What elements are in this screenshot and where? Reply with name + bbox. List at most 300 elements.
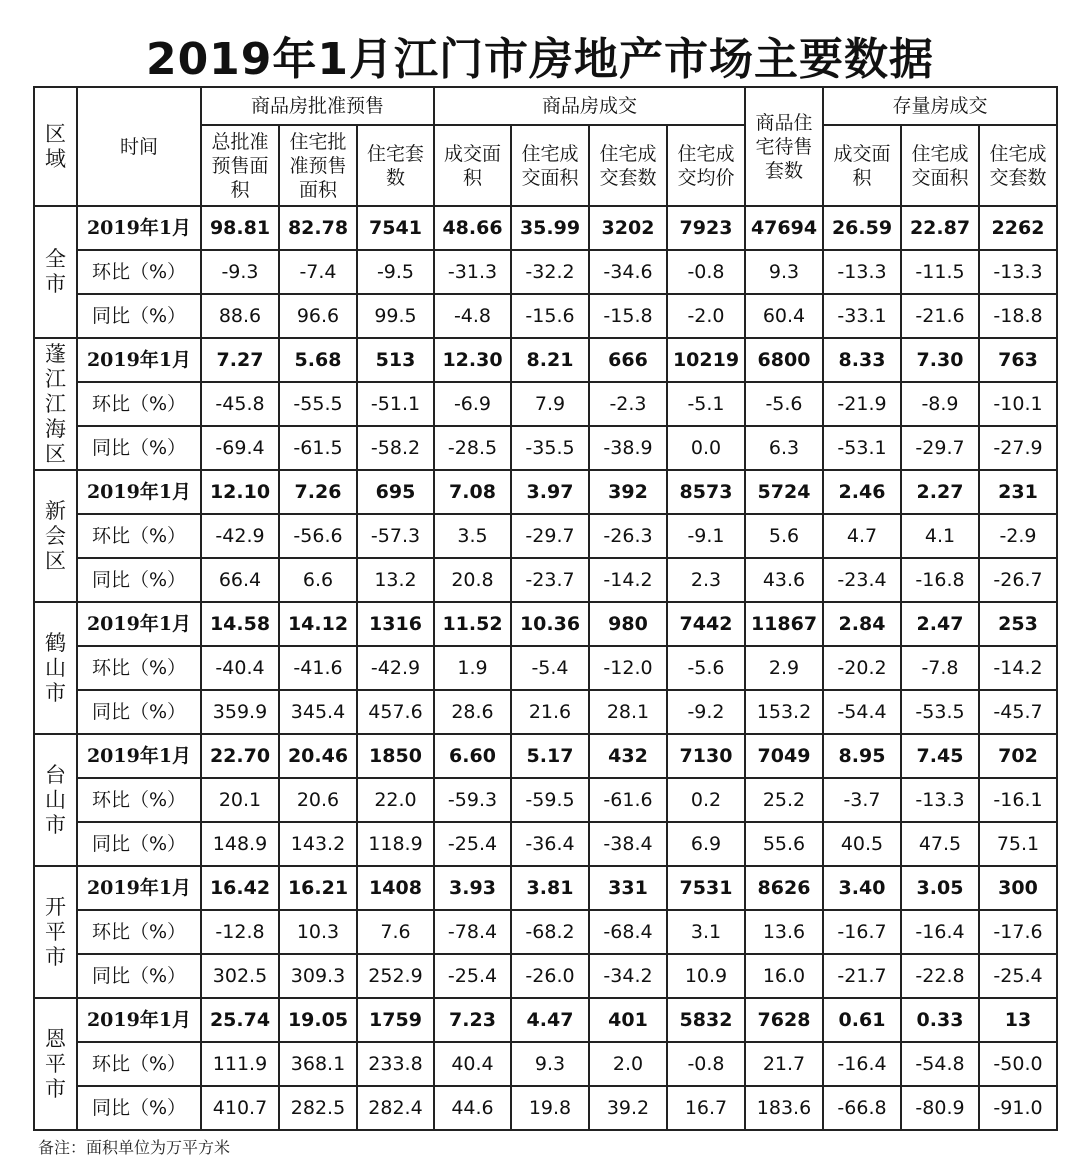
data-cell: -50.0 [979,1042,1057,1086]
data-cell: 7923 [667,206,745,250]
data-cell: -0.8 [667,250,745,294]
data-cell: 763 [979,338,1057,382]
header-col-0: 总批准预售面积 [201,125,279,206]
data-cell: 22.70 [201,734,279,778]
data-cell: 5.17 [511,734,589,778]
region-cell: 鹤山市 [34,602,77,734]
data-cell: 40.4 [434,1042,511,1086]
data-cell: 695 [357,470,434,514]
data-cell: -14.2 [589,558,667,602]
data-cell: -15.6 [511,294,589,338]
row-label: 同比（%） [77,558,201,602]
data-cell: -59.5 [511,778,589,822]
table-row [34,778,1057,822]
data-cell: -26.0 [511,954,589,998]
row-label: 同比（%） [77,822,201,866]
data-cell: -21.7 [823,954,901,998]
data-cell: -11.5 [901,250,979,294]
data-cell: -27.9 [979,426,1057,470]
data-cell: 0.0 [667,426,745,470]
table-row [34,998,1057,1042]
table-row [34,646,1057,690]
table-row [34,954,1057,998]
table-row [34,294,1057,338]
data-cell: 47.5 [901,822,979,866]
data-cell: 20.6 [279,778,357,822]
header-col-7: 成交面积 [823,125,901,206]
data-cell: -54.4 [823,690,901,734]
table-row [34,822,1057,866]
data-cell: -61.6 [589,778,667,822]
data-cell: 7.08 [434,470,511,514]
data-cell: 2.9 [745,646,823,690]
data-cell: -34.2 [589,954,667,998]
data-cell: 1759 [357,998,434,1042]
data-cell: -34.6 [589,250,667,294]
table-row [34,866,1057,910]
data-cell: 19.8 [511,1086,589,1130]
data-cell: 401 [589,998,667,1042]
data-cell: -10.1 [979,382,1057,426]
data-cell: 7442 [667,602,745,646]
table-row [34,602,1057,646]
data-cell: 4.47 [511,998,589,1042]
data-cell: -35.5 [511,426,589,470]
data-cell: 75.1 [979,822,1057,866]
header-col-4: 住宅成交面积 [511,125,589,206]
data-cell: -69.4 [201,426,279,470]
row-label: 环比（%） [77,646,201,690]
data-cell: -5.1 [667,382,745,426]
data-cell: 35.99 [511,206,589,250]
data-cell: 7.23 [434,998,511,1042]
data-cell: 6800 [745,338,823,382]
data-cell: 3.05 [901,866,979,910]
data-cell: 48.66 [434,206,511,250]
header-col-8: 住宅成交面积 [901,125,979,206]
data-cell: 300 [979,866,1057,910]
data-cell: 309.3 [279,954,357,998]
data-cell: 148.9 [201,822,279,866]
data-cell: 7.6 [357,910,434,954]
data-cell: 143.2 [279,822,357,866]
header-region: 区域 [34,87,77,206]
data-cell: -6.9 [434,382,511,426]
data-cell: -2.9 [979,514,1057,558]
header-group-stock: 存量房成交 [823,87,1057,125]
data-cell: -20.2 [823,646,901,690]
data-cell: 14.12 [279,602,357,646]
data-cell: 13 [979,998,1057,1042]
data-cell: 2262 [979,206,1057,250]
data-cell: -12.0 [589,646,667,690]
data-cell: -32.2 [511,250,589,294]
data-cell: -16.4 [823,1042,901,1086]
data-cell: -57.3 [357,514,434,558]
table-row [34,1042,1057,1086]
data-cell: 8.95 [823,734,901,778]
data-cell: -16.4 [901,910,979,954]
row-label: 环比（%） [77,1042,201,1086]
row-label: 同比（%） [77,294,201,338]
data-cell: -16.7 [823,910,901,954]
data-cell: -17.6 [979,910,1057,954]
data-cell: 21.7 [745,1042,823,1086]
data-cell: -53.5 [901,690,979,734]
header-col-3: 成交面积 [434,125,511,206]
header-col-6: 住宅成交均价 [667,125,745,206]
data-cell: 3.93 [434,866,511,910]
data-cell: 0.61 [823,998,901,1042]
data-cell: -53.1 [823,426,901,470]
data-cell: 282.4 [357,1086,434,1130]
row-label: 2019年1月 [77,470,201,514]
header-col-9: 住宅成交套数 [979,125,1057,206]
table-row [34,514,1057,558]
data-cell: 368.1 [279,1042,357,1086]
row-label: 环比（%） [77,778,201,822]
region-cell: 台山市 [34,734,77,866]
data-cell: 7531 [667,866,745,910]
data-cell: -42.9 [201,514,279,558]
data-cell: -33.1 [823,294,901,338]
data-cell: 10.9 [667,954,745,998]
table-row [34,910,1057,954]
data-cell: 82.78 [279,206,357,250]
region-cell: 新会区 [34,470,77,602]
data-cell: -9.5 [357,250,434,294]
data-cell: 2.27 [901,470,979,514]
data-cell: -9.1 [667,514,745,558]
footnote: 备注：面积单位为万平方米 [38,1138,231,1157]
data-cell: 3.40 [823,866,901,910]
data-cell: 55.6 [745,822,823,866]
data-cell: -61.5 [279,426,357,470]
data-cell: 8626 [745,866,823,910]
data-cell: 40.5 [823,822,901,866]
data-cell: 44.6 [434,1086,511,1130]
data-cell: 6.60 [434,734,511,778]
data-cell: -38.4 [589,822,667,866]
data-cell: 98.81 [201,206,279,250]
page-title: 2019年1月江门市房地产市场主要数据 [145,34,935,85]
data-cell: -13.3 [823,250,901,294]
data-cell: -59.3 [434,778,511,822]
data-cell: -78.4 [434,910,511,954]
data-cell: 302.5 [201,954,279,998]
row-label: 2019年1月 [77,338,201,382]
data-cell: -28.5 [434,426,511,470]
data-cell: -5.4 [511,646,589,690]
row-label: 2019年1月 [77,998,201,1042]
data-table [33,86,1058,1131]
data-cell: -2.0 [667,294,745,338]
data-cell: -3.7 [823,778,901,822]
data-cell: 7.9 [511,382,589,426]
row-label: 同比（%） [77,690,201,734]
data-cell: 99.5 [357,294,434,338]
table-row [34,734,1057,778]
row-label: 环比（%） [77,250,201,294]
data-cell: 12.30 [434,338,511,382]
data-cell: 1.9 [434,646,511,690]
data-cell: -56.6 [279,514,357,558]
data-cell: 3.81 [511,866,589,910]
data-cell: 21.6 [511,690,589,734]
data-cell: 5.6 [745,514,823,558]
data-cell: 25.2 [745,778,823,822]
data-cell: 25.74 [201,998,279,1042]
data-cell: 12.10 [201,470,279,514]
data-cell: 0.33 [901,998,979,1042]
data-cell: 183.6 [745,1086,823,1130]
table-row [34,206,1057,250]
region-cell: 恩平市 [34,998,77,1130]
data-cell: 6.3 [745,426,823,470]
data-cell: 14.58 [201,602,279,646]
data-cell: 702 [979,734,1057,778]
data-cell: -5.6 [745,382,823,426]
data-cell: -26.3 [589,514,667,558]
data-cell: -13.3 [901,778,979,822]
header-row-1 [34,87,1057,125]
data-cell: -25.4 [434,822,511,866]
data-cell: -7.8 [901,646,979,690]
data-cell: -36.4 [511,822,589,866]
header-group-presale: 商品房批准预售 [201,87,434,125]
data-cell: 513 [357,338,434,382]
table-row [34,558,1057,602]
data-cell: 666 [589,338,667,382]
data-cell: 8573 [667,470,745,514]
data-cell: 5832 [667,998,745,1042]
data-cell: 43.6 [745,558,823,602]
data-cell: -25.4 [979,954,1057,998]
data-cell: 9.3 [745,250,823,294]
region-cell: 全市 [34,206,77,338]
data-cell: -23.7 [511,558,589,602]
data-cell: 7.26 [279,470,357,514]
data-cell: 22.87 [901,206,979,250]
data-cell: 1316 [357,602,434,646]
data-cell: 432 [589,734,667,778]
data-cell: 980 [589,602,667,646]
row-label: 同比（%） [77,1086,201,1130]
data-cell: 16.42 [201,866,279,910]
row-label: 2019年1月 [77,734,201,778]
data-cell: -68.2 [511,910,589,954]
header-col-1: 住宅批准预售面积 [279,125,357,206]
data-cell: -2.3 [589,382,667,426]
data-cell: -25.4 [434,954,511,998]
data-cell: -66.8 [823,1086,901,1130]
row-label: 环比（%） [77,514,201,558]
data-cell: -91.0 [979,1086,1057,1130]
region-cell: 蓬江江海区 [34,338,77,470]
data-cell: 3.97 [511,470,589,514]
table-row [34,690,1057,734]
data-cell: 20.8 [434,558,511,602]
data-cell: -0.8 [667,1042,745,1086]
table-row [34,470,1057,514]
data-cell: 2.84 [823,602,901,646]
data-cell: 410.7 [201,1086,279,1130]
data-cell: 28.6 [434,690,511,734]
data-cell: -31.3 [434,250,511,294]
data-cell: -58.2 [357,426,434,470]
data-cell: -15.8 [589,294,667,338]
data-cell: -29.7 [901,426,979,470]
data-cell: 153.2 [745,690,823,734]
data-cell: -51.1 [357,382,434,426]
data-cell: -23.4 [823,558,901,602]
data-cell: 7.27 [201,338,279,382]
data-cell: 10219 [667,338,745,382]
row-label: 环比（%） [77,382,201,426]
data-cell: 9.3 [511,1042,589,1086]
data-cell: 233.8 [357,1042,434,1086]
data-cell: -5.6 [667,646,745,690]
data-cell: -21.6 [901,294,979,338]
data-cell: 2.3 [667,558,745,602]
data-cell: 345.4 [279,690,357,734]
header-inventory: 商品住宅待售套数 [745,87,823,206]
data-cell: -12.8 [201,910,279,954]
data-cell: -9.3 [201,250,279,294]
data-cell: -22.8 [901,954,979,998]
data-cell: 88.6 [201,294,279,338]
data-cell: 10.3 [279,910,357,954]
data-cell: 7.45 [901,734,979,778]
row-label: 2019年1月 [77,206,201,250]
region-cell: 开平市 [34,866,77,998]
row-label: 2019年1月 [77,866,201,910]
data-cell: 16.21 [279,866,357,910]
data-cell: -14.2 [979,646,1057,690]
data-cell: 7049 [745,734,823,778]
data-cell: 1408 [357,866,434,910]
data-cell: 20.46 [279,734,357,778]
table-row [34,338,1057,382]
data-cell: 7130 [667,734,745,778]
data-cell: 16.0 [745,954,823,998]
data-cell: -16.1 [979,778,1057,822]
data-cell: 2.46 [823,470,901,514]
data-cell: 47694 [745,206,823,250]
data-cell: -29.7 [511,514,589,558]
data-cell: 3.5 [434,514,511,558]
data-cell: 359.9 [201,690,279,734]
data-cell: 60.4 [745,294,823,338]
data-cell: 252.9 [357,954,434,998]
data-cell: -9.2 [667,690,745,734]
data-cell: -80.9 [901,1086,979,1130]
data-cell: 8.33 [823,338,901,382]
data-cell: 20.1 [201,778,279,822]
data-cell: 2.0 [589,1042,667,1086]
data-cell: -18.8 [979,294,1057,338]
data-cell: 0.2 [667,778,745,822]
data-cell: -45.8 [201,382,279,426]
data-cell: 7628 [745,998,823,1042]
row-label: 2019年1月 [77,602,201,646]
data-cell: 22.0 [357,778,434,822]
data-cell: 392 [589,470,667,514]
data-cell: 111.9 [201,1042,279,1086]
data-cell: 6.9 [667,822,745,866]
data-cell: -54.8 [901,1042,979,1086]
data-cell: 253 [979,602,1057,646]
data-cell: 7.30 [901,338,979,382]
data-cell: -13.3 [979,250,1057,294]
row-label: 同比（%） [77,426,201,470]
data-cell: 26.59 [823,206,901,250]
data-cell: 96.6 [279,294,357,338]
data-cell: 13.6 [745,910,823,954]
table-row [34,250,1057,294]
data-cell: 2.47 [901,602,979,646]
data-cell: -7.4 [279,250,357,294]
data-cell: 4.1 [901,514,979,558]
header-col-5: 住宅成交套数 [589,125,667,206]
table-row [34,382,1057,426]
data-cell: 66.4 [201,558,279,602]
data-cell: -38.9 [589,426,667,470]
data-cell: -41.6 [279,646,357,690]
data-cell: -55.5 [279,382,357,426]
data-cell: -45.7 [979,690,1057,734]
header-col-2: 住宅套数 [357,125,434,206]
data-cell: 231 [979,470,1057,514]
data-cell: 7541 [357,206,434,250]
data-cell: -40.4 [201,646,279,690]
data-cell: 11.52 [434,602,511,646]
data-cell: 331 [589,866,667,910]
data-cell: 10.36 [511,602,589,646]
header-group-trade: 商品房成交 [434,87,745,125]
data-cell: 6.6 [279,558,357,602]
table-row [34,1086,1057,1130]
data-cell: 8.21 [511,338,589,382]
data-cell: 19.05 [279,998,357,1042]
data-cell: 39.2 [589,1086,667,1130]
data-cell: -16.8 [901,558,979,602]
data-cell: 13.2 [357,558,434,602]
row-label: 同比（%） [77,954,201,998]
header-time: 时间 [77,87,201,206]
data-cell: 3202 [589,206,667,250]
data-cell: 5.68 [279,338,357,382]
table-row [34,426,1057,470]
data-cell: 11867 [745,602,823,646]
data-cell: 5724 [745,470,823,514]
data-cell: -21.9 [823,382,901,426]
data-cell: 16.7 [667,1086,745,1130]
data-cell: 282.5 [279,1086,357,1130]
data-cell: 4.7 [823,514,901,558]
data-cell: -4.8 [434,294,511,338]
data-cell: 28.1 [589,690,667,734]
data-cell: 3.1 [667,910,745,954]
data-cell: -26.7 [979,558,1057,602]
data-cell: 1850 [357,734,434,778]
data-cell: 118.9 [357,822,434,866]
data-cell: -8.9 [901,382,979,426]
data-cell: 457.6 [357,690,434,734]
row-label: 环比（%） [77,910,201,954]
data-cell: -42.9 [357,646,434,690]
data-cell: -68.4 [589,910,667,954]
